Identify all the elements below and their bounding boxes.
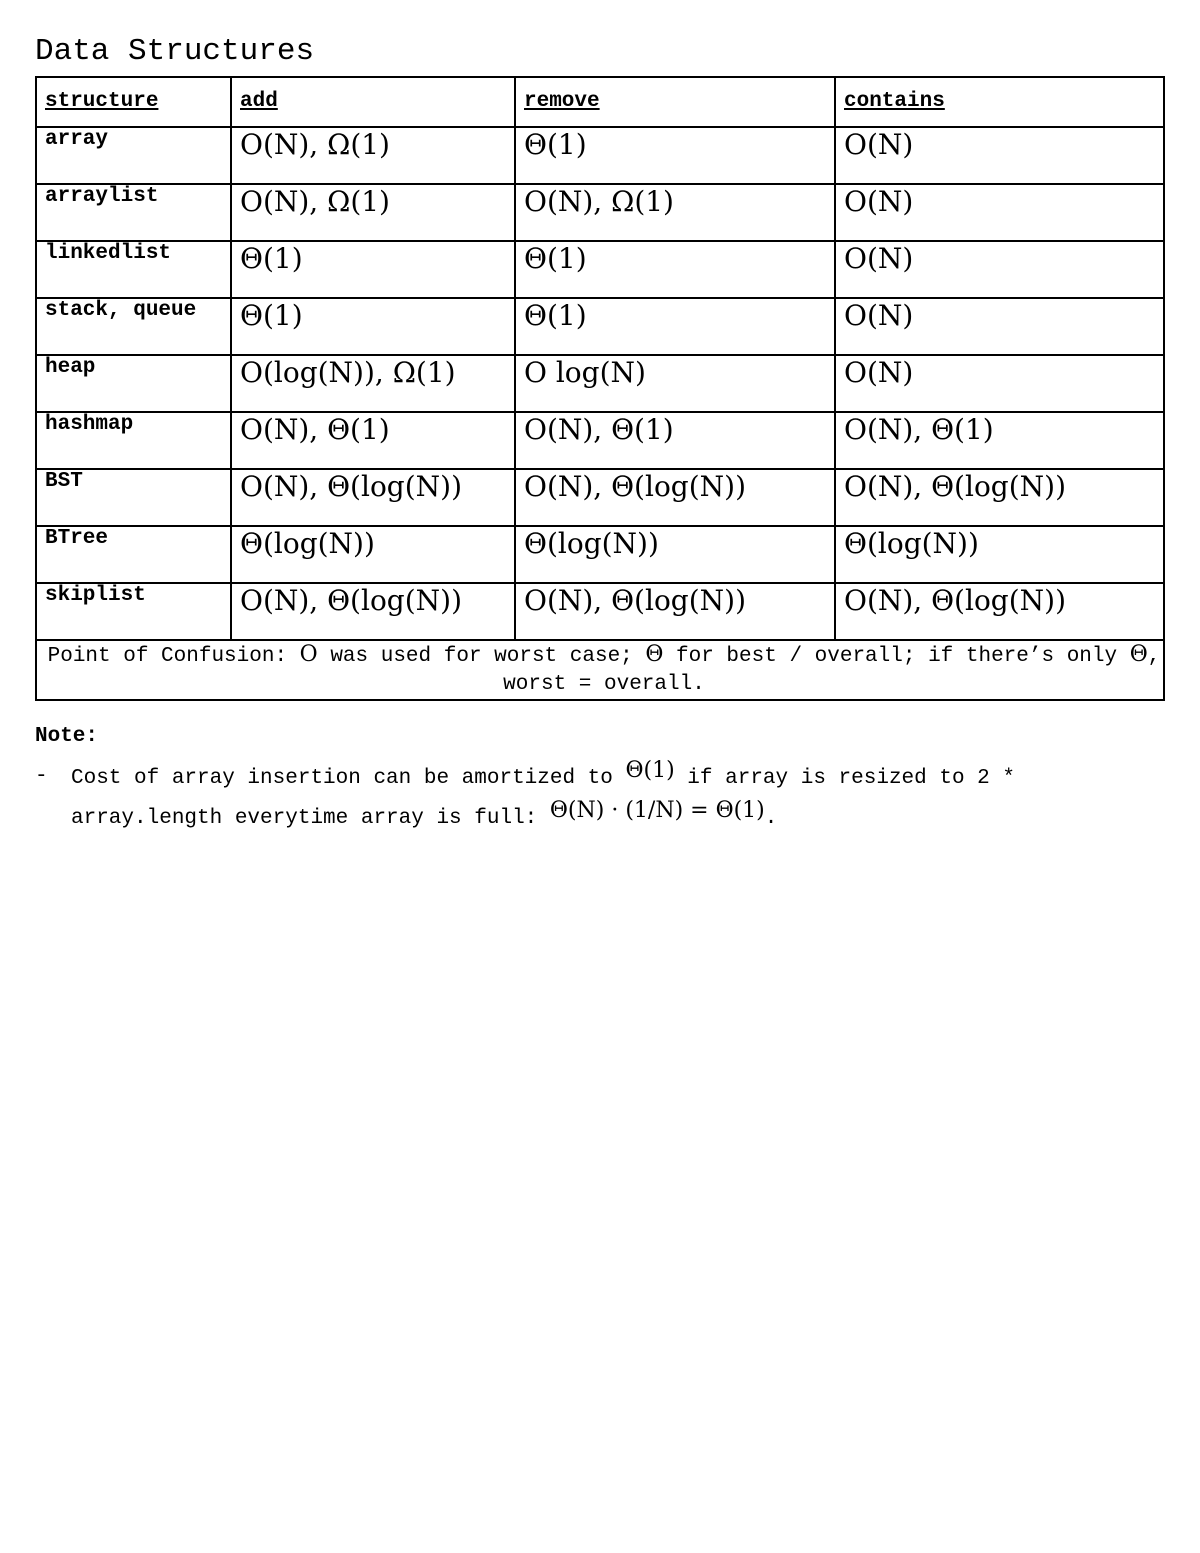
row-add: Θ(1): [231, 241, 515, 298]
row-contains: O(N), Θ(log(N)): [835, 469, 1164, 526]
note-math-2: Θ(N) · (1/N) = Θ(1): [549, 798, 765, 823]
note-label: Note:: [35, 725, 99, 748]
row-remove: O log(N): [515, 355, 835, 412]
row-add: O(N), Θ(1): [231, 412, 515, 469]
theta-symbol-2: Θ: [1129, 642, 1148, 667]
table-row: [36, 127, 1164, 184]
table-row: [36, 184, 1164, 241]
note-math-1: Θ(1): [625, 758, 675, 783]
row-contains: O(N): [835, 184, 1164, 241]
big-o-symbol: O: [299, 642, 318, 667]
complexity-table: [35, 76, 1165, 701]
note-text-2: if array is resized to 2 * array.length everytime array is full:: [71, 767, 1015, 830]
row-structure: skiplist: [36, 583, 231, 640]
confusion-row: [36, 640, 1164, 700]
row-contains: O(N): [835, 355, 1164, 412]
note-body: [71, 758, 1141, 838]
row-structure: BST: [36, 469, 231, 526]
row-remove: O(N), Θ(1): [515, 412, 835, 469]
header-add: add: [231, 77, 515, 127]
row-structure: BTree: [36, 526, 231, 583]
note-text-1: Cost of array insertion can be amortized to: [71, 767, 626, 790]
header-contains: contains: [835, 77, 1164, 127]
table-row: [36, 412, 1164, 469]
row-structure: stack, queue: [36, 298, 231, 355]
table-row: [36, 355, 1164, 412]
row-remove: Θ(log(N)): [515, 526, 835, 583]
row-add: O(log(N)), Ω(1): [231, 355, 515, 412]
confusion-mid: was used for worst case;: [317, 645, 646, 668]
header-remove: remove: [515, 77, 835, 127]
row-contains: O(N): [835, 298, 1164, 355]
row-contains: O(N): [835, 241, 1164, 298]
page-title: Data Structures: [35, 34, 315, 69]
table-row: [36, 469, 1164, 526]
confusion-mid2: for best / overall; if there’s only: [663, 645, 1130, 668]
row-remove: Θ(1): [515, 127, 835, 184]
row-structure: arraylist: [36, 184, 231, 241]
row-add: O(N), Ω(1): [231, 127, 515, 184]
table-row: [36, 298, 1164, 355]
theta-symbol: Θ: [645, 642, 664, 667]
document-page: [35, 32, 1165, 838]
row-remove: O(N), Θ(log(N)): [515, 469, 835, 526]
row-add: O(N), Ω(1): [231, 184, 515, 241]
row-remove: Θ(1): [515, 298, 835, 355]
row-add: O(N), Θ(log(N)): [231, 583, 515, 640]
confusion-note: [36, 640, 1164, 700]
row-remove: Θ(1): [515, 241, 835, 298]
header-structure: structure: [36, 77, 231, 127]
row-add: Θ(1): [231, 298, 515, 355]
note-item: [35, 758, 1165, 838]
table-header-row: [36, 77, 1164, 127]
table-row: [36, 241, 1164, 298]
table-row: [36, 526, 1164, 583]
row-remove: O(N), Θ(log(N)): [515, 583, 835, 640]
table-row: [36, 583, 1164, 640]
confusion-suffix: , worst = overall.: [503, 645, 1161, 696]
row-structure: array: [36, 127, 231, 184]
row-structure: linkedlist: [36, 241, 231, 298]
confusion-prefix: Point of Confusion:: [47, 645, 300, 668]
row-structure: hashmap: [36, 412, 231, 469]
row-contains: O(N), Θ(log(N)): [835, 583, 1164, 640]
row-add: Θ(log(N)): [231, 526, 515, 583]
row-contains: O(N): [835, 127, 1164, 184]
row-remove: O(N), Ω(1): [515, 184, 835, 241]
note-text-3: .: [764, 807, 778, 830]
row-add: O(N), Θ(log(N)): [231, 469, 515, 526]
row-contains: Θ(log(N)): [835, 526, 1164, 583]
row-contains: O(N), Θ(1): [835, 412, 1164, 469]
note-bullet: -: [35, 765, 48, 788]
row-structure: heap: [36, 355, 231, 412]
